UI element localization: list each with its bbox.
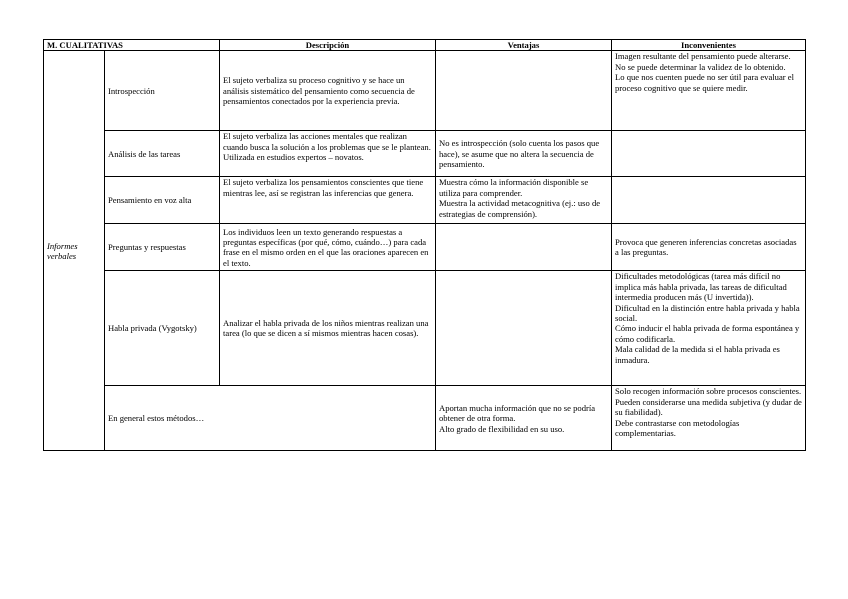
table-row (44, 386, 806, 451)
advantage-line: Aportan mucha información que no se podría obtener de otra forma. (439, 402, 596, 424)
description-cell: Los individuos leen un texto generando respuestas a preguntas específicas (por qué, cómo, cuándo…) para cada frase en el mismo orden en el que las oraciones aparecen en el texto. (220, 224, 436, 271)
table-row (44, 177, 806, 224)
table-row (44, 51, 806, 131)
header-advantages: Ventajas (436, 40, 612, 51)
advantages-cell (436, 386, 612, 451)
methods-table (43, 39, 806, 451)
table-row (44, 271, 806, 386)
drawback-line: Mala calidad de la medida si el habla privada es inmadura. (615, 344, 780, 365)
drawback-line: Lo que nos cuenten puede no ser útil para evaluar el proceso cognitivo que se quiere medir. (615, 72, 794, 93)
drawbacks-cell (612, 271, 806, 386)
advantages-cell (436, 224, 612, 271)
header-methods: M. CUALITATIVAS (44, 40, 220, 51)
drawback-line: Dificultad en la distinción entre habla privada y habla social. (615, 302, 800, 324)
drawback-line: Imagen resultante del pensamiento puede alterarse. (615, 51, 791, 62)
description-cell: Analizar el habla privada de los niños mientras realizan una tarea (lo que se dicen a sí mismos mientras hacen cosas). (220, 271, 436, 386)
method-cell: Introspección (105, 51, 220, 131)
drawbacks-cell (612, 131, 806, 177)
advantages-cell (436, 271, 612, 386)
drawbacks-cell (612, 224, 806, 271)
method-cell: Análisis de las tareas (105, 131, 220, 177)
advantage-line: Muestra la actividad metacognitiva (ej.: uso de estrategias de comprensión). (439, 198, 601, 219)
method-cell: Preguntas y respuestas (105, 224, 220, 271)
drawback-line: No se puede determinar la validez de lo obtenido. (615, 61, 786, 72)
drawback-line: Cómo inducir el habla privada de forma espontánea y cómo codificarla. (615, 323, 800, 344)
header-row (44, 40, 806, 51)
advantage-line: Muestra cómo la información disponible se utiliza para comprender. (439, 177, 589, 198)
drawback-line: Pueden considerarse una medida subjetiva (y dudar de su fiabilidad). (615, 396, 802, 418)
drawback-line: Provoca que generen inferencias concretas asociadas a las preguntas. (615, 237, 797, 258)
drawbacks-cell (612, 177, 806, 224)
advantage-line: Alto grado de flexibilidad en su uso. (439, 423, 565, 434)
method-cell: Pensamiento en voz alta (105, 177, 220, 224)
drawback-line: Dificultades metodológicas (tarea más difícil no implica más habla privada, las tareas de dificultad intermedia producen más (U invertida)). (615, 271, 787, 303)
advantages-cell (436, 177, 612, 224)
group-label: Informes verbales (44, 51, 105, 451)
header-description: Descripción (220, 40, 436, 51)
method-cell: En general estos métodos… (105, 386, 436, 451)
description-cell: El sujeto verbaliza su proceso cognitivo y se hace un análisis sistemático del pensamiento como secuencia de pensamientos conectados por la experiencia previa. (220, 51, 436, 131)
table-row (44, 224, 806, 271)
description-cell: El sujeto verbaliza las acciones mentales que realizan cuando busca la solución a los problemas que se le plantean. Utilizada en estudios expertos – novatos. (220, 131, 436, 177)
drawbacks-cell (612, 51, 806, 131)
drawback-line: Debe contrastarse con metodologías complementarias. (615, 417, 740, 439)
advantages-cell: No es introspección (solo cuenta los pasos que hace), se asume que no altera la secuencia de pensamiento. (436, 131, 612, 177)
description-cell: El sujeto verbaliza los pensamientos conscientes que tiene mientras lee, así se registran las inferencias que genera. (220, 177, 436, 224)
header-drawbacks: Inconvenientes (612, 40, 806, 51)
drawbacks-cell (612, 386, 806, 451)
table-row (44, 131, 806, 177)
advantages-cell (436, 51, 612, 131)
drawback-line: Solo recogen información sobre procesos conscientes. (615, 386, 802, 397)
method-cell: Habla privada (Vygotsky) (105, 271, 220, 386)
